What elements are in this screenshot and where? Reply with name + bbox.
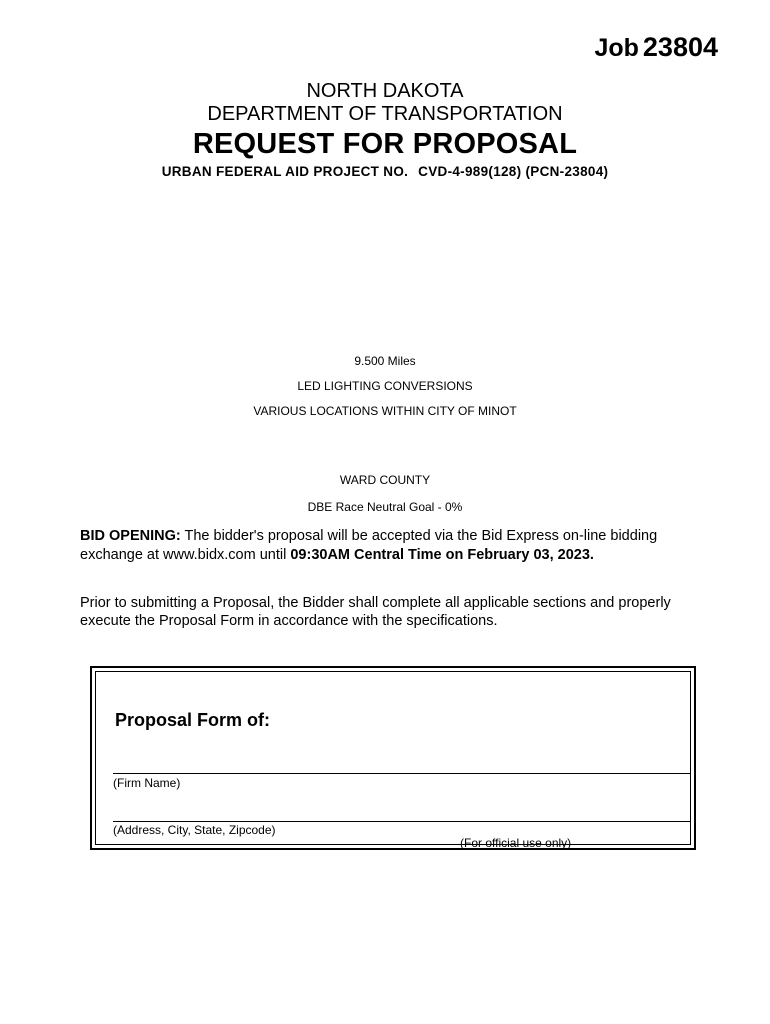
project-length: 9.500 Miles (354, 354, 416, 368)
work-type: LED LIGHTING CONVERSIONS (297, 379, 473, 393)
bid-opening-paragraph (80, 527, 720, 565)
job-label: Job (594, 34, 639, 62)
proposal-form-inner-border (95, 671, 691, 850)
bid-opening-text: The bidder's proposal will be accepted via the Bid Express on-line bidding exchange at www.bidx.com until (80, 528, 658, 563)
firm-name-label: (Firm Name) (113, 776, 181, 790)
dbe-goal: DBE Race Neutral Goal - 0% (307, 500, 463, 514)
firm-name-line[interactable] (113, 773, 691, 774)
job-number: 23804 (642, 32, 718, 62)
bid-opening-zone: Central Time on (354, 547, 464, 563)
official-use-label: (For official use only) (460, 836, 572, 850)
project-number-line (0, 164, 770, 179)
bid-opening-date: February 03, 2023. (467, 547, 594, 563)
address-line[interactable] (113, 821, 691, 822)
department-name: DEPARTMENT OF TRANSPORTATION (207, 103, 563, 125)
document-heading: REQUEST FOR PROPOSAL (192, 128, 578, 160)
project-location: VARIOUS LOCATIONS WITHIN CITY OF MINOT (253, 404, 517, 418)
county-name: WARD COUNTY (339, 473, 431, 487)
proposal-form-box (90, 666, 696, 850)
job-number-header (594, 32, 718, 63)
state-name: NORTH DAKOTA (306, 80, 464, 102)
instructions-paragraph: Prior to submitting a Proposal, the Bidder shall complete all applicable sections and properly execute the Proposal Form in accordance with the specifications. (80, 595, 671, 629)
bid-opening-time: 09:30AM (290, 547, 350, 563)
bid-opening-label: BID OPENING: (80, 528, 181, 544)
project-label: URBAN FEDERAL AID PROJECT NO. (161, 164, 409, 179)
proposal-form-title: Proposal Form of: (115, 710, 271, 730)
project-number: CVD-4-989(128) (PCN-23804) (418, 164, 609, 179)
address-label: (Address, City, State, Zipcode) (113, 823, 276, 837)
